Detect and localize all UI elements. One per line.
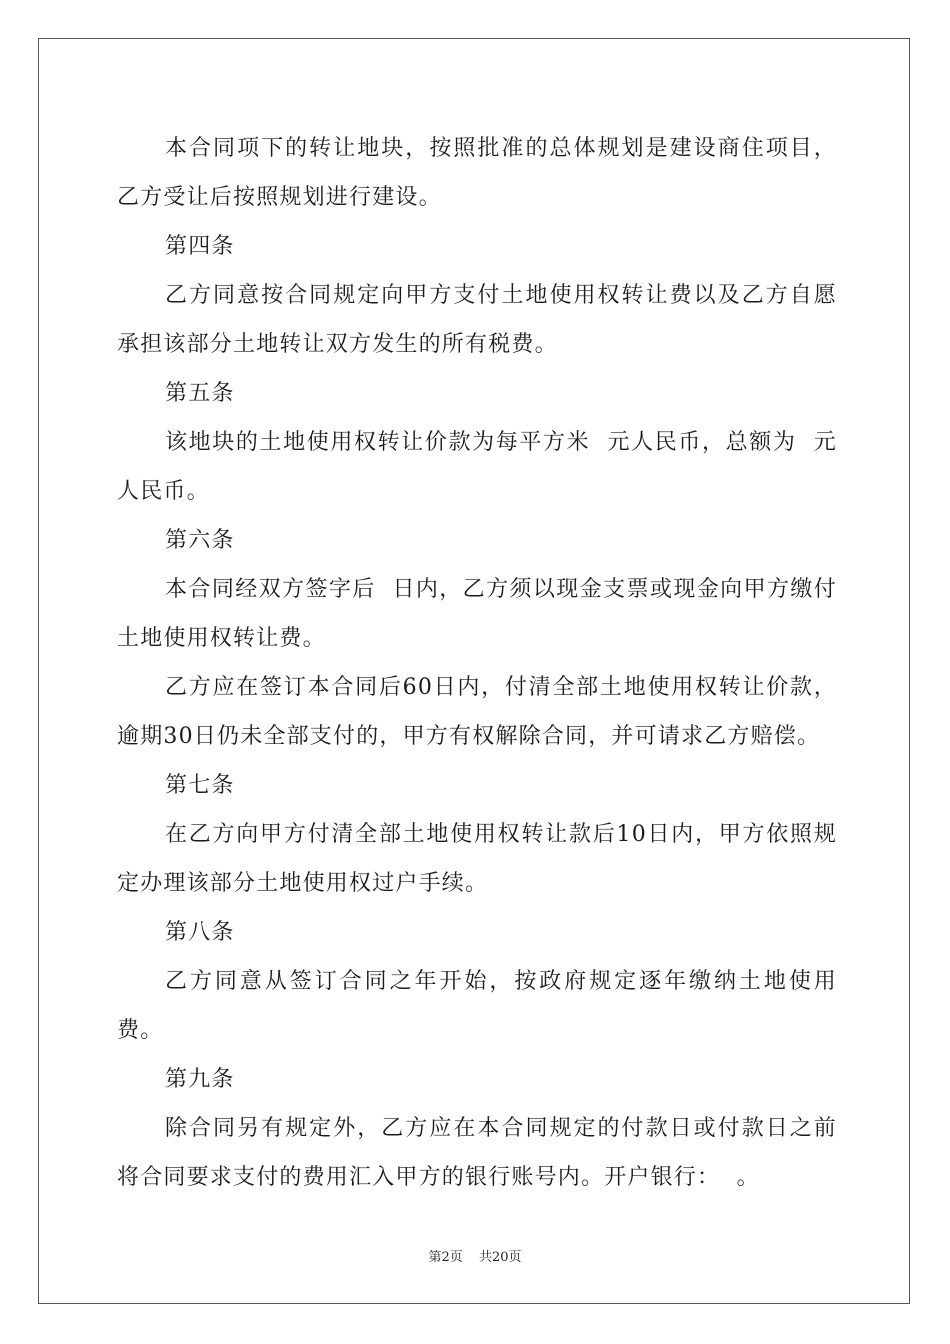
paragraph-5: 乙方应在签订本合同后60日内，付清全部土地使用权转让价款，逾期30日仍未全部支付的，甲方有权解除合同，并可请求乙方赔偿。 bbox=[117, 675, 837, 749]
paragraph-7: 乙方同意从签订合同之年开始，按政府规定逐年缴纳土地使用费。 bbox=[117, 969, 837, 1043]
page-total: 共20页 bbox=[478, 1250, 522, 1265]
paragraph-1: 本合同项下的转让地块，按照批准的总体规划是建设商住项目，乙方受让后按照规划进行建设。 bbox=[117, 136, 837, 210]
paragraph-2: 乙方同意按合同规定向甲方支付土地使用权转让费以及乙方自愿承担该部分土地转让双方发生的所有税费。 bbox=[117, 283, 837, 357]
document-body bbox=[117, 124, 837, 1202]
paragraph-8: 除合同另有规定外，乙方应在本合同规定的付款日或付款日之前将合同要求支付的费用汇入甲方的银行账号内。开户银行： 。 bbox=[117, 1116, 837, 1190]
article-heading-4: 第四条 bbox=[165, 234, 235, 259]
paragraph-4: 本合同经双方签字后 日内，乙方须以现金支票或现金向甲方缴付土地使用权转让费。 bbox=[117, 577, 837, 651]
article-heading-9: 第九条 bbox=[165, 1067, 235, 1092]
article-heading-5: 第五条 bbox=[165, 381, 235, 406]
page-footer bbox=[0, 1246, 950, 1265]
paragraph-6: 在乙方向甲方付清全部土地使用权转让款后10日内，甲方依照规定办理该部分土地使用权过户手续。 bbox=[117, 822, 837, 896]
article-heading-8: 第八条 bbox=[165, 920, 235, 945]
article-heading-6: 第六条 bbox=[165, 528, 235, 553]
article-heading-7: 第七条 bbox=[165, 773, 235, 798]
paragraph-3: 该地块的土地使用权转让价款为每平方米 元人民币，总额为 元人民币。 bbox=[117, 430, 837, 504]
page-number: 第2页 bbox=[428, 1250, 463, 1265]
